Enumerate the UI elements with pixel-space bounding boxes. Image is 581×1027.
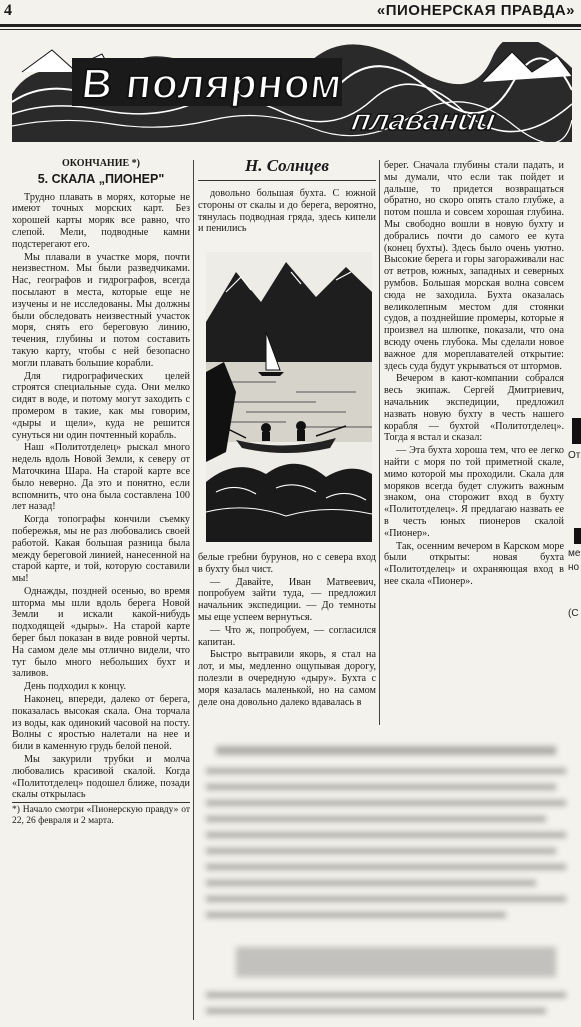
paragraph: Наш «Политотделец» рыскал много недель вдоль Новой Земли, к северу от Маточкина Шара. На старой карте все было неверно. Да это и понятно, если вспомнить, что она была составлена 100 лет назад! xyxy=(12,442,190,513)
edge-black-block xyxy=(572,418,581,444)
ending-label: ОКОНЧАНИЕ *) xyxy=(62,158,140,169)
paragraph: Мы закурили трубки и молча любовались красивой скалой. Когда «Политотделец» подошел ближе, позади скалы открылась xyxy=(12,754,190,801)
title-banner xyxy=(12,42,572,142)
paragraph: Трудно плавать в морях, которые не имеют точных морских карт. Без хорошей карты моряк все равно, что слепой. Мели, подводные камни подстерегают его. xyxy=(12,191,190,250)
header-rule-thin xyxy=(0,29,581,30)
column-divider xyxy=(193,160,194,1020)
edge-fragment: (С xyxy=(568,608,579,619)
paragraph: Когда топографы кончили съемку побережья, мы не раз любовались своей работой. Какая большая разница была между береговой линией, нанесенной на старой карте, и той, которую составили мы! xyxy=(12,514,190,585)
paragraph: Для гидрографических целей строятся специальные суда. Они мелко сидят в воде, и потому могут заходить с промером в такие, как мы говорим, «дыры и щели», куда не решится сунуться ни один почтенный корабль. xyxy=(12,370,190,441)
section-heading: 5. СКАЛА „ПИОНЕР" xyxy=(37,171,165,186)
edge-fragment: От xyxy=(568,450,581,461)
paragraph: Вечером в кают-компании собрался весь экипаж. Сергей Дмитриевич, начальник экспедиции, предложил назвать новую бухту в честь нашего корабля — бухтой «Политотделец». Тогда я встал и сказал: xyxy=(384,373,564,444)
paragraph: Мы плавали в участке моря, почти неизвестном. Мы были разведчиками. Нас, географов и гидрографов, всегда посылают в места, которые еще не изучены и не исследованы. Мы должны были обследовать неизвестный участок моря, снять его береговую линию, течения, глубины и потом составить такую карту, чтобы с ней безопасно могли плавать большие корабли. xyxy=(12,251,190,369)
blurred-region xyxy=(196,732,581,1027)
paragraph: довольно большая бухта. С южной стороны от скалы и до берега, вероятно, тянулась подводная гряда, здесь кипели и пенились xyxy=(198,188,376,235)
paragraph: Наконец, впереди, далеко от берега, показалась высокая скала. Она торчала из воды, как одинокий часовой на посту. Волны с яростью налетали на нее и били в каменную грудь белой пеной. xyxy=(12,694,190,753)
paragraph: берег. Сначала глубины стали падать, и мы думали, что если так пойдет и дальше, то придется возвращаться обратно, но скоро опять стало глубже, а потом пошла и совсем хорошая глубина. Мы свободно вошли в новую бухту и добрались почти до самого ее кута (конец бухты). Здесь было очень уютно. Высокие берега и горы загораживали нас от ветров, южных, западных и северных румбов. Большая морская волна совсем сюда не заходила. Бухта оказалась великолепным местом для стоянки судов, а позднейшие промеры, которые я произвел на шлюпке, показали, что она всюду очень глубока. Мы сделали новое важное для мореплавателей открытие: здесь суда будут укрываться от штормов. xyxy=(384,160,564,372)
edge-fragment: но xyxy=(568,562,580,573)
newspaper-name: «ПИОНЕРСКАЯ ПРАВДА» xyxy=(376,2,575,19)
edge-fragment: ме xyxy=(568,548,581,559)
column-2-top xyxy=(198,188,376,236)
page-number: 4 xyxy=(4,2,12,19)
paragraph: День подходил к концу. xyxy=(24,681,126,693)
column-divider xyxy=(379,160,380,725)
author-byline: Н. Солнцев xyxy=(244,156,329,175)
paragraph: Быстро вытравили якорь, я стал на лот, и мы, медленно ощупывая дорогу, полезли в очередную «дыру». Бухта с моря казалась маленькой, но на самом деле она довольно далеко вдавалась в xyxy=(198,649,376,708)
title-line-1: В полярном xyxy=(79,60,345,107)
paragraph: белые гребни бурунов, но с севера вход в бухту был чист. xyxy=(198,552,376,575)
page-header xyxy=(0,0,581,32)
paragraph: — Давайте, Иван Матвеевич, попробуем зайти туда, — предложил начальник экспедиции. — До темноты мы еще успеем вернуться. xyxy=(198,576,376,623)
header-rule xyxy=(0,24,581,27)
paragraph: Так, осенним вечером в Карском море были открыты: новая бухта «Политотделец» и охраняющая вход в нее скала «Пионер». xyxy=(384,540,564,587)
edge-black-block xyxy=(574,528,581,544)
column-2-bottom xyxy=(198,552,376,709)
paragraph: Однажды, поздней осенью, во время шторма мы шли вдоль берега Новой Земли и искали какой-нибудь подходящей «дыры». На старой карте берег был показан в виде ровной черты. На самом деле мы отлично видели, что тут было много небольших бухт и заливов. xyxy=(12,585,190,680)
footnote: *) Начало смотри «Пионерскую правду» от 22, 26 февраля и 2 марта. xyxy=(12,802,190,827)
title-line-2: плавании xyxy=(349,104,498,137)
paragraph: — Что ж, попробуем, — согласился капитан. xyxy=(198,624,376,648)
illustration-boat-in-bay xyxy=(206,252,372,542)
byline-rule xyxy=(198,180,376,181)
column-1 xyxy=(12,158,190,828)
column-3 xyxy=(384,160,564,589)
paragraph: — Эта бухта хороша тем, что ее легко найти с моря по той приметной скале, мимо которой мы проходили. Скала для моряков всегда будет служить важным знаком, она сторожит вход в бухту «Политотделец». Я предлагаю назвать ее в честь юных пионеров скалой «Пионер». xyxy=(384,445,564,539)
